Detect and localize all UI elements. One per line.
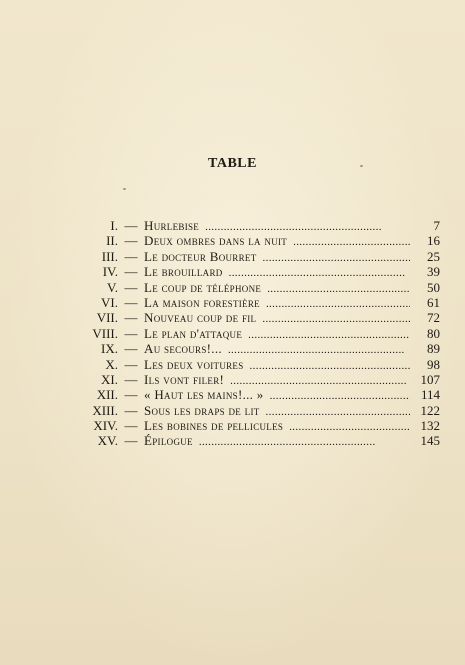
chapter-title: Ils vont filer! [144, 371, 225, 387]
chapter-number: VII. [96, 310, 118, 326]
leader-dots [289, 420, 410, 435]
chapter-number: XV. [97, 433, 118, 449]
separator-dash: — [124, 233, 138, 249]
chapter-title: Le brouillard [144, 264, 223, 280]
toc-entry [60, 387, 440, 402]
chapter-title: Les deux voitures [144, 356, 244, 372]
table-of-contents [60, 218, 440, 449]
chapter-title: « Haut les mains!... » [144, 387, 264, 403]
page-number: 39 [427, 264, 440, 280]
chapter-title: Épilogue [144, 433, 193, 449]
chapter-number: X. [105, 356, 118, 372]
toc-entry [60, 403, 440, 418]
chapter-title: Le coup de téléphone [144, 279, 262, 295]
paper-speck [123, 188, 126, 190]
separator-dash: — [124, 248, 138, 264]
toc-entry [60, 249, 440, 264]
toc-entry [60, 233, 440, 248]
chapter-number: XIV. [93, 418, 118, 434]
leader-dots [262, 312, 410, 327]
leader-dots [293, 235, 410, 250]
chapter-number: V. [107, 279, 118, 295]
separator-dash: — [124, 264, 138, 280]
page-number: 50 [427, 279, 440, 295]
page-number: 89 [427, 341, 440, 357]
page-number: 98 [427, 356, 440, 372]
chapter-number: XIII. [92, 402, 118, 418]
separator-dash: — [124, 279, 138, 295]
separator-dash: — [124, 310, 138, 326]
page-number: 61 [427, 294, 440, 310]
page-number: 16 [427, 233, 440, 249]
separator-dash: — [124, 387, 138, 403]
toc-entry [60, 357, 440, 372]
page-number: 122 [420, 402, 440, 418]
toc-entry [60, 341, 440, 356]
leader-dots [248, 328, 410, 343]
chapter-title: La maison forestière [144, 294, 260, 310]
chapter-title: Hurlebise [144, 218, 200, 233]
toc-entry [60, 433, 440, 448]
toc-entry [60, 264, 440, 279]
page-title: TABLE [208, 156, 257, 171]
chapter-number: I. [110, 218, 118, 233]
leader-dots [228, 343, 410, 358]
chapter-title: Le plan d'attaque [144, 325, 243, 341]
leader-dots [263, 251, 410, 266]
chapter-number: III. [101, 248, 118, 264]
separator-dash: — [124, 356, 138, 372]
separator-dash: — [124, 218, 138, 233]
leader-dots [267, 282, 410, 297]
separator-dash: — [124, 402, 138, 418]
toc-entry [60, 326, 440, 341]
toc-entry [60, 280, 440, 295]
page-number: 25 [427, 248, 440, 264]
leader-dots [250, 359, 410, 374]
toc-entry [60, 295, 440, 310]
chapter-title: Nouveau coup de fil [144, 310, 257, 326]
chapter-number: VI. [101, 294, 118, 310]
page-number: 7 [433, 218, 440, 233]
toc-entry [60, 218, 440, 233]
separator-dash: — [124, 418, 138, 434]
separator-dash: — [124, 371, 138, 387]
chapter-number: II. [106, 233, 118, 249]
leader-dots [270, 389, 410, 404]
separator-dash: — [124, 294, 138, 310]
leader-dots [199, 435, 410, 450]
page-number: 114 [420, 387, 440, 403]
chapter-title: Deux ombres dans la nuit [144, 233, 288, 249]
chapter-title: Sous les draps de lit [144, 402, 260, 418]
leader-dots [266, 297, 410, 312]
chapter-number: IX. [101, 341, 118, 357]
toc-entry [60, 418, 440, 433]
separator-dash: — [124, 325, 138, 341]
page-number: 107 [420, 371, 440, 387]
chapter-title: Les bobines de pellicules [144, 418, 284, 434]
page-number: 132 [420, 418, 440, 434]
toc-entry [60, 310, 440, 325]
chapter-number: XI. [101, 371, 118, 387]
chapter-number: XII. [96, 387, 118, 403]
page-number: 145 [420, 433, 440, 449]
chapter-title: Au secours!... [144, 341, 222, 357]
page-number: 72 [427, 310, 440, 326]
chapter-title: Le docteur Bourret [144, 248, 257, 264]
separator-dash: — [124, 341, 138, 357]
chapter-number: VIII. [92, 325, 118, 341]
chapter-number: IV. [102, 264, 118, 280]
toc-entry [60, 372, 440, 387]
page-number: 80 [427, 325, 440, 341]
separator-dash: — [124, 433, 138, 449]
